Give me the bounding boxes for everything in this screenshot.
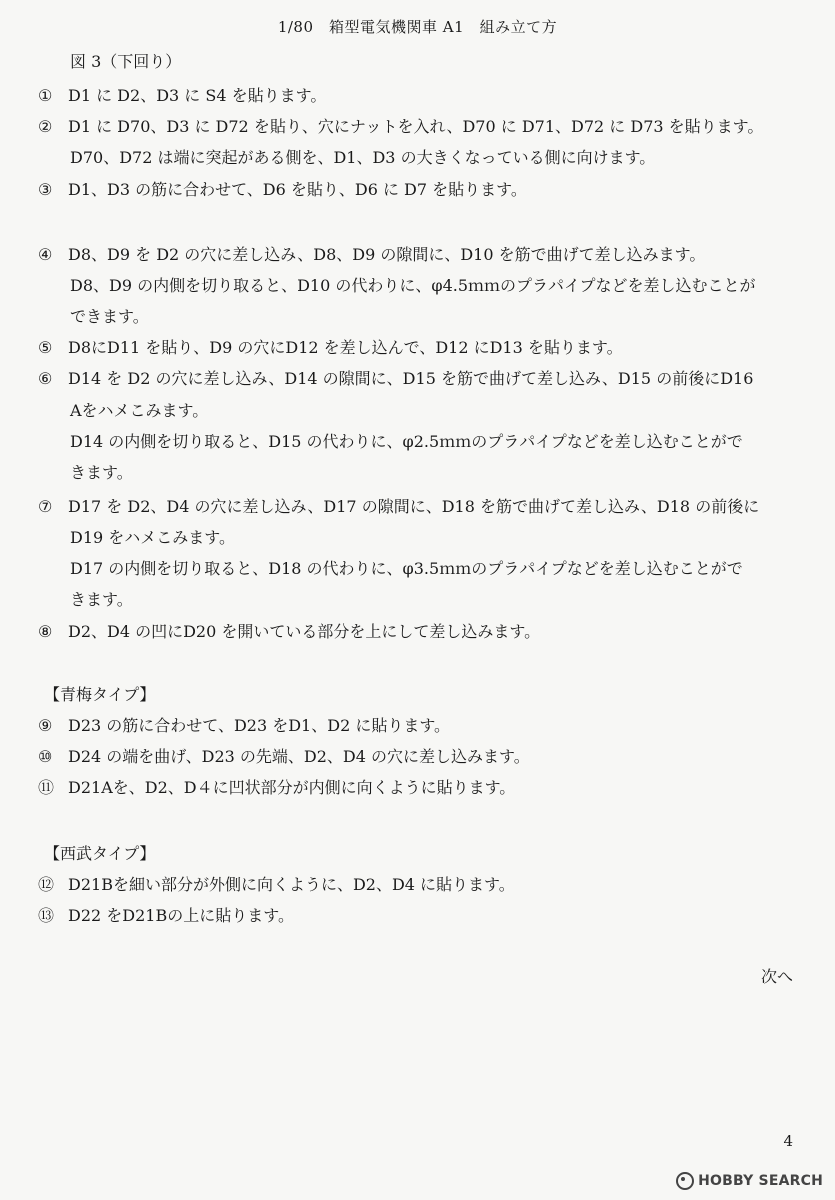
step-9 <box>38 716 450 736</box>
step-number: ⑫ <box>38 875 55 894</box>
step-number: ⑦ <box>38 497 53 516</box>
step-7-cont: きます。 <box>70 590 133 609</box>
step-7-cont: D19 をハメこみます。 <box>70 528 235 547</box>
page-number: 4 <box>783 1132 793 1150</box>
step-number: ⑨ <box>38 716 53 735</box>
figure-label: 図 3（下回り） <box>70 52 182 71</box>
step-4 <box>38 245 705 265</box>
section-heading-seibu: 【西武タイプ】 <box>44 844 156 863</box>
step-text: D1 に D2、D3 に S4 を貼ります。 <box>68 86 327 105</box>
step-number: ④ <box>38 245 53 264</box>
step-1 <box>38 86 326 106</box>
step-8 <box>38 622 540 642</box>
step-text: D22 をD21Bの上に貼ります。 <box>68 906 294 925</box>
step-4-cont: できます。 <box>70 307 149 326</box>
step-3 <box>38 180 527 200</box>
step-12 <box>38 875 515 895</box>
step-13 <box>38 906 294 926</box>
step-4-cont: D8、D9 の内側を切り取ると、D10 の代わりに、φ4.5ｍｍのプラパイプなどを差し込むことが <box>70 276 756 295</box>
section-heading-ome: 【青梅タイプ】 <box>44 685 156 704</box>
step-text: D17 を D2、D4 の穴に差し込み、D17 の隙間に、D18 を筋で曲げて差し込み、D18 の前後に <box>68 497 760 516</box>
step-number: ⑤ <box>38 338 53 357</box>
step-6-cont: Aをハメこみます。 <box>70 401 209 420</box>
step-5 <box>38 338 623 358</box>
step-11 <box>38 778 515 798</box>
next-page-label: 次へ <box>760 967 793 986</box>
step-text: D2、D4 の凹にD20 を開いている部分を上にして差し込みます。 <box>68 622 541 641</box>
step-text: D8、D9 を D2 の穴に差し込み、D8、D9 の隙間に、D10 を筋で曲げて差し込みます。 <box>68 245 706 264</box>
step-text: D1、D3 の筋に合わせて、D6 を貼り、D6 に D7 を貼ります。 <box>68 180 527 199</box>
watermark-logo <box>676 1172 823 1190</box>
step-number: ② <box>38 117 53 136</box>
step-text: D14 を D2 の穴に差し込み、D14 の隙間に、D15 を筋で曲げて差し込み、D15 の前後にD16 <box>68 369 754 388</box>
step-6 <box>38 369 753 389</box>
step-number: ⑩ <box>38 747 53 766</box>
step-6-cont: D14 の内側を切り取ると、D15 の代わりに、φ2.5ｍｍのプラパイプなどを差し込むことがで <box>70 432 743 451</box>
step-10 <box>38 747 530 767</box>
step-text: D24 の端を曲げ、D23 の先端、D2、D4 の穴に差し込みます。 <box>68 747 530 766</box>
step-number: ① <box>38 86 53 105</box>
step-6-cont: きます。 <box>70 463 133 482</box>
step-number: ⑥ <box>38 369 53 388</box>
watermark-text: HOBBY SEARCH <box>698 1173 823 1189</box>
hobby-search-logo-icon <box>676 1172 694 1190</box>
step-7 <box>38 497 759 517</box>
step-number: ③ <box>38 180 53 199</box>
step-text: D8にD11 を貼り、D9 の穴にD12 を差し込んで、D12 にD13 を貼ります。 <box>68 338 623 357</box>
step-number: ⑧ <box>38 622 53 641</box>
step-2 <box>38 117 763 137</box>
step-text: D21Aを、D2、D４に凹状部分が内側に向くように貼ります。 <box>68 778 516 797</box>
step-7-cont: D17 の内側を切り取ると、D18 の代わりに、φ3.5ｍｍのプラパイプなどを差し込むことがで <box>70 559 743 578</box>
step-text: D21Bを細い部分が外側に向くように、D2、D4 に貼ります。 <box>68 875 515 894</box>
page-title: 1/80 箱型電気機関車 A1 組み立て方 <box>277 18 558 36</box>
step-number: ⑬ <box>38 906 55 925</box>
step-text: D1 に D70、D3 に D72 を貼り、穴にナットを入れ、D70 に D71、D72 に D73 を貼ります。 <box>68 117 764 136</box>
step-text: D23 の筋に合わせて、D23 をD1、D2 に貼ります。 <box>68 716 451 735</box>
step-2-cont: D70、D72 は端に突起がある側を、D1、D3 の大きくなっている側に向けます。 <box>70 148 656 167</box>
step-number: ⑪ <box>38 778 55 797</box>
